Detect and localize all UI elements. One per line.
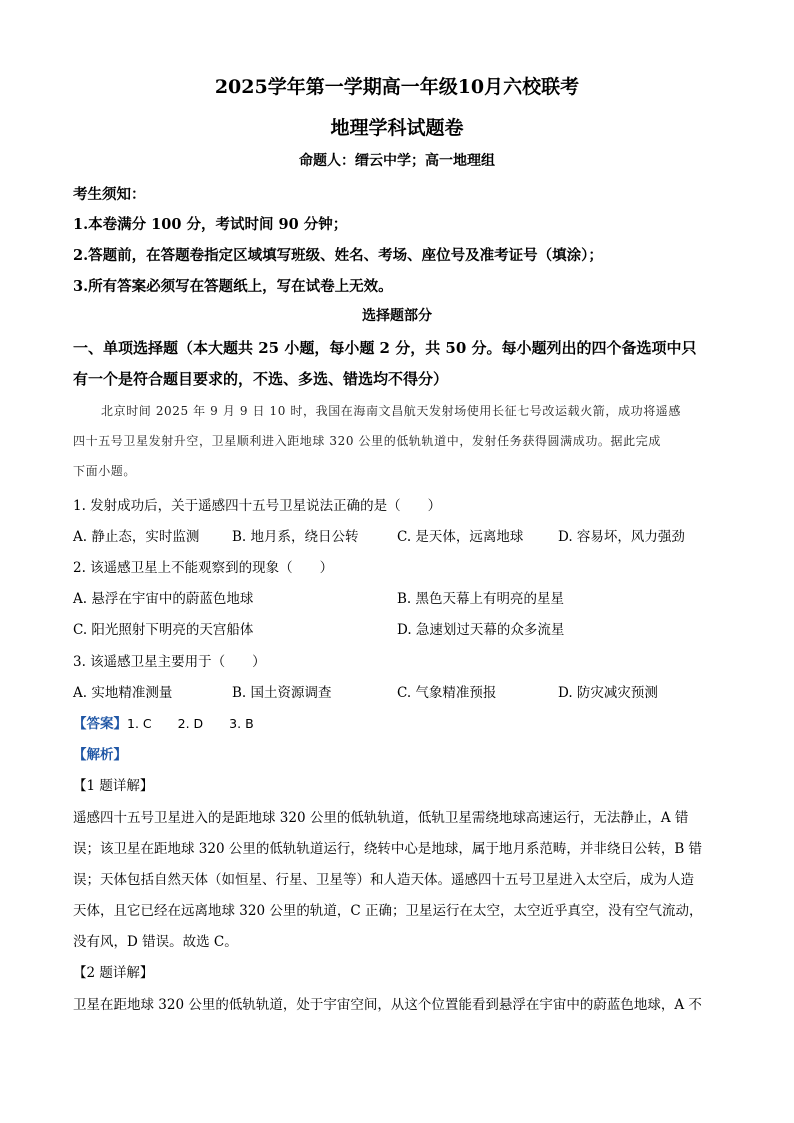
subject-title: 地理学科试题卷 [330,117,464,139]
option-c: C. 阳光照射下明亮的天宫船体 [73,622,254,638]
passage-line: 四十五号卫星发射升空，卫星顺利进入距地球 320 公里的低轨轨道中，发射任务获得圆满成功。据此完成 [73,434,661,448]
part-heading-line: 有一个是符合题目要求的，不选、多选、错选均不得分） [73,370,449,388]
author-line: 命题人：缙云中学；高一地理组 [299,153,495,169]
passage-line: 北京时间 2025 年 9 月 9 日 10 时，我国在海南文昌航天发射场使用长征七号改运载火箭，成功将遥感 [101,404,681,418]
option-a: A. 悬浮在宇宙中的蔚蓝色地球 [73,591,254,607]
question-stem: 3. 该遥感卫星主要用于（ ） [73,654,266,670]
part-heading-line: 一、单项选择题（本大题共 25 小题，每小题 2 分，共 50 分。每小题列出的四个备选项中只 [73,339,697,357]
detail-line: 天体，且它已经在远离地球 320 公里的轨道，C 正确；卫星运行在太空，太空近乎真空，没有空气流动， [73,903,703,919]
question-stem: 1. 发射成功后，关于遥感四十五号卫星说法正确的是（ ） [73,498,442,514]
detail-line: 没有风，D 错误。故选 C。 [73,934,238,950]
option-c: C. 气象精准预报 [397,685,497,701]
answer-line [73,712,254,732]
option-c: C. 是天体，远离地球 [397,529,524,545]
question-stem: 2. 该遥感卫星上不能观察到的现象（ ） [73,560,334,576]
detail-tag: 【2 题详解】 [73,965,154,981]
option-a: A. 实地精准测量 [73,685,173,701]
option-b: B. 黑色天幕上有明亮的星星 [397,591,565,607]
option-a: A. 静止态，实时监测 [73,529,200,545]
detail-line: 误；天体包括自然天体（如恒星、行星、卫星等）和人造天体。遥感四十五号卫星进入太空后，成为人造 [73,872,694,888]
option-d: D. 急速划过天幕的众多流星 [397,622,565,638]
answer-value: 1. C [127,716,152,731]
detail-line: 卫星在距地球 320 公里的低轨轨道，处于宇宙空间，从这个位置能看到悬浮在宇宙中的蔚蓝色地球，A 不 [73,997,702,1013]
option-b: B. 国土资源调查 [232,685,332,701]
answer-value: 2. D [177,716,204,731]
analysis-tag: 【解析】 [73,747,127,763]
detail-line: 遥感四十五号卫星进入的是距地球 320 公里的低轨轨道，低轨卫星需绕地球高速运行，无法静止，A 错 [73,810,689,826]
section-title: 选择题部分 [362,308,432,324]
notice-item: 3.所有答案必须写在答题纸上，写在试卷上无效。 [73,278,393,295]
answer-value: 3. B [229,716,254,731]
notice-item: 2.答题前，在答题卷指定区域填写班级、姓名、考场、座位号及准考证号（填涂）； [73,247,603,264]
option-b: B. 地月系，绕日公转 [232,529,359,545]
answer-tag: 【答案】 [73,716,127,732]
option-d: D. 防灾减灾预测 [558,685,658,701]
exam-title: 2025学年第一学期高一年级10月六校联考 [214,76,580,98]
detail-tag: 【1 题详解】 [73,778,154,794]
option-d: D. 容易坏，风力强劲 [558,529,685,545]
detail-line: 误；该卫星在距地球 320 公里的低轨轨道运行，绕转中心是地球，属于地月系范畴，并非绕日公转，B 错 [73,841,703,857]
notice-heading: 考生须知： [73,186,146,203]
notice-item: 1.本卷满分 100 分，考试时间 90 分钟； [73,216,348,233]
passage-line: 下面小题。 [73,464,137,478]
